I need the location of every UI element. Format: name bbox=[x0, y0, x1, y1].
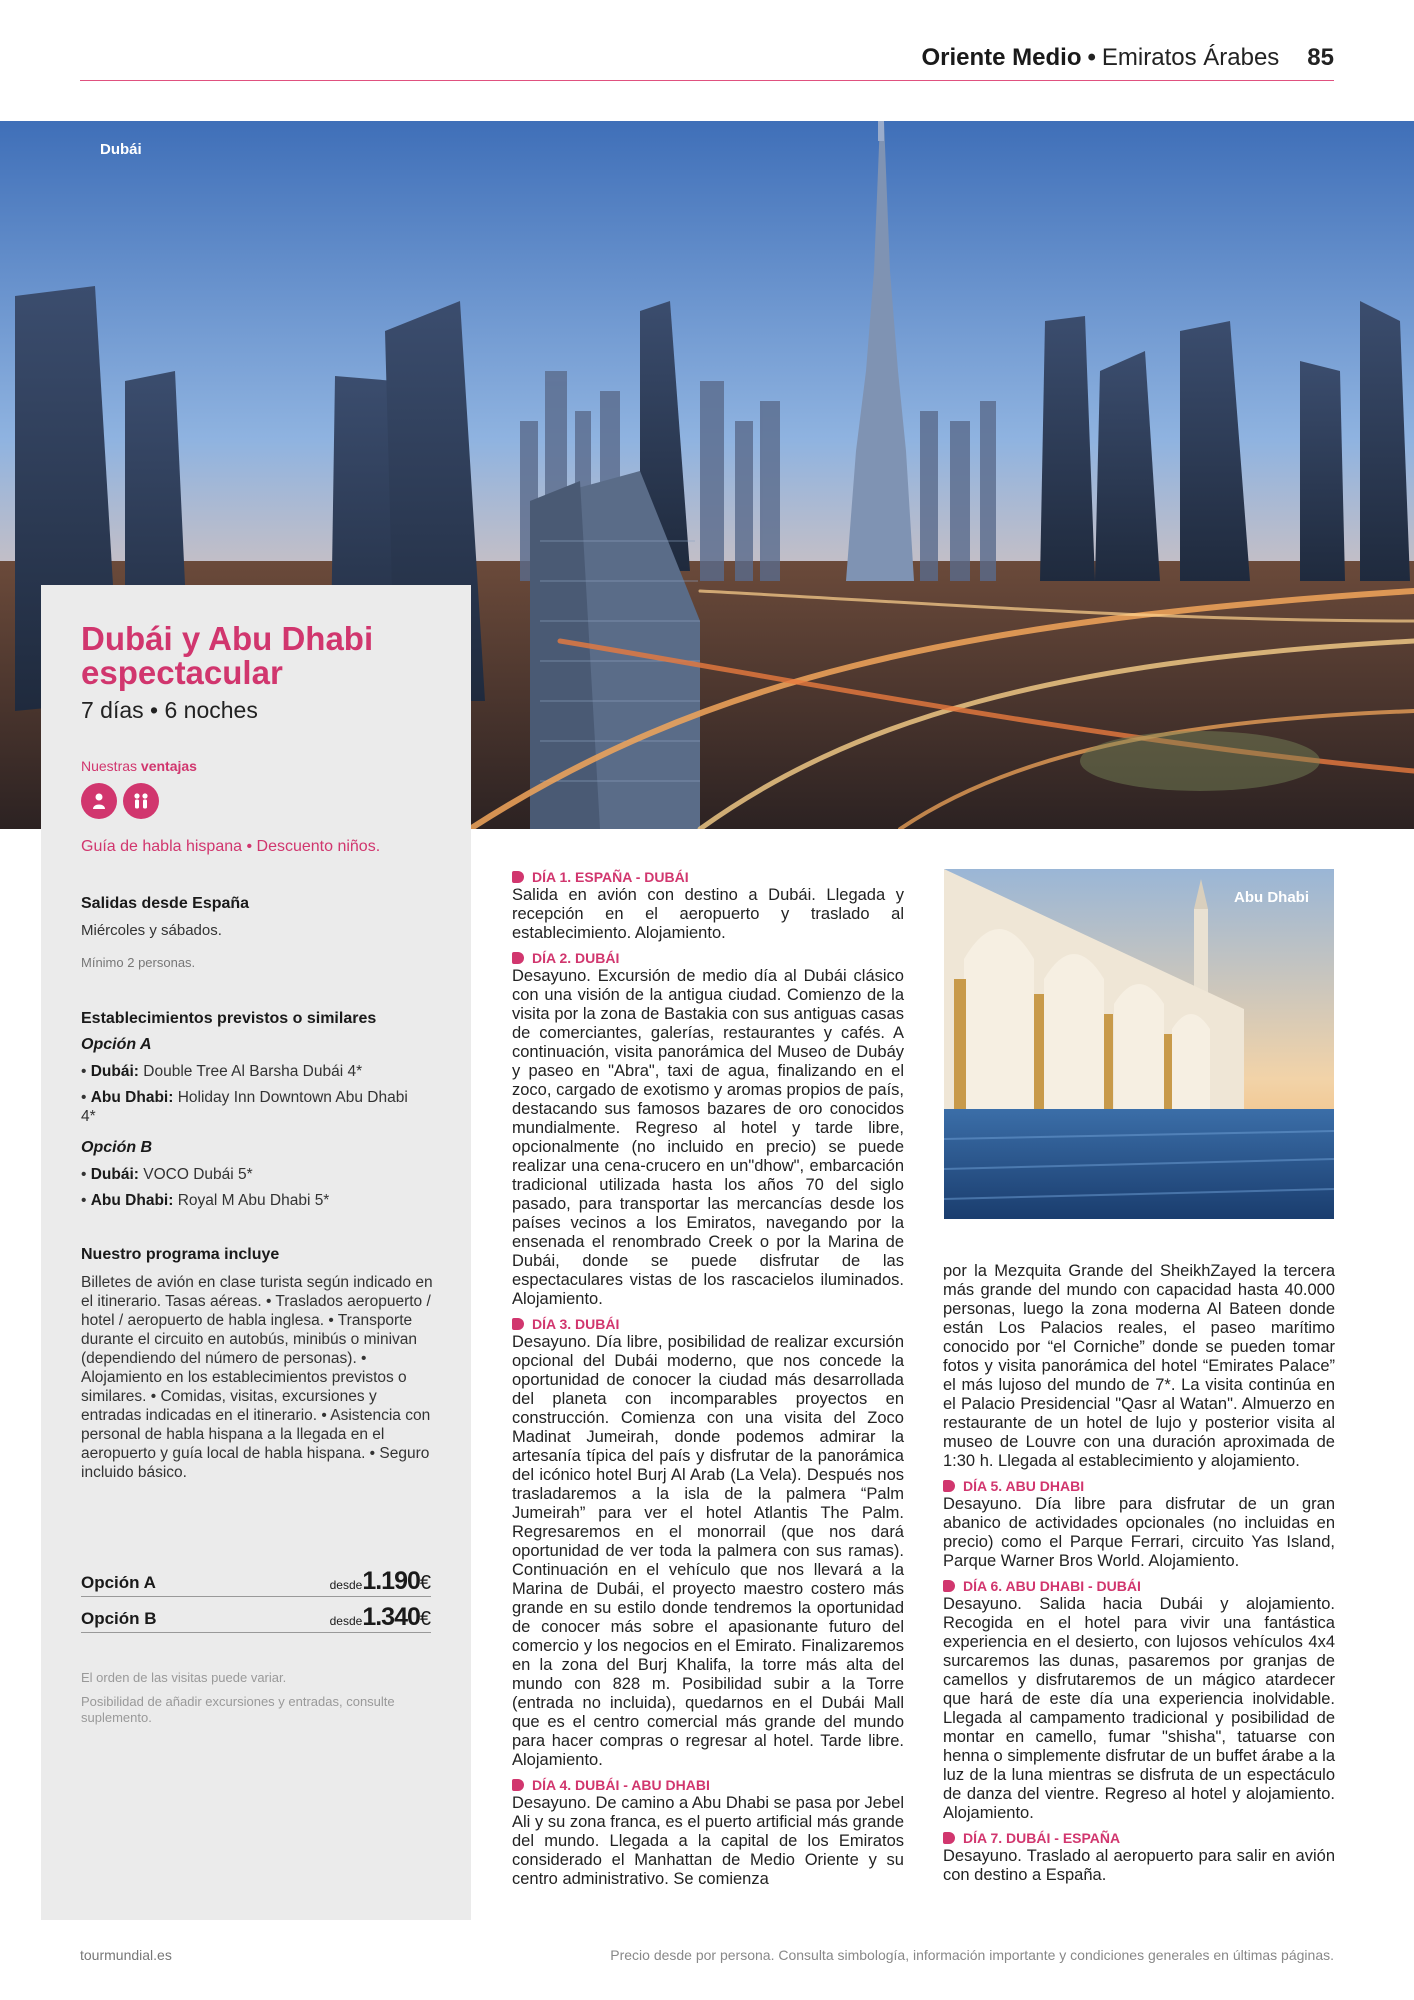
header-separator: • bbox=[1087, 44, 1096, 71]
price-from: desde bbox=[329, 1614, 363, 1628]
day-text: Desayuno. Día libre para disfrutar de un gran abanico de actividades opcionales (no incluidas en precio) como el Parque Ferrari, circuito Yas Island, Parque Warner Bros World. Alojamiento. bbox=[943, 1495, 1335, 1570]
note-visit-order: El orden de las visitas puede variar. bbox=[81, 1670, 287, 1685]
day-title: DÍA 4. DUBÁI - ABU DHABI bbox=[512, 1776, 904, 1794]
guide-icon bbox=[81, 783, 117, 819]
price-from: desde bbox=[329, 1578, 363, 1592]
price-option-label: Opción A bbox=[81, 1573, 156, 1592]
day-text: Desayuno. De camino a Abu Dhabi se pasa por Jebel Ali y su zona franca, es el puerto artificial más grande del mundo. Llegada a la capital de los Emiratos considerado el Manhattan de Medio Oriente y su centro administrativo. Se comienza bbox=[512, 1794, 904, 1888]
day-title: DÍA 1. ESPAÑA - DUBÁI bbox=[512, 868, 904, 886]
trip-duration: 7 días • 6 noches bbox=[81, 697, 258, 723]
arrow-icon bbox=[512, 1779, 524, 1791]
footer-disclaimer: Precio desde por persona. Consulta simbología, información importante y condiciones generales en últimas páginas. bbox=[610, 1947, 1334, 1963]
hotel-name: VOCO Dubái 5* bbox=[143, 1166, 253, 1183]
header-category: Oriente Medio bbox=[921, 44, 1082, 71]
price-currency: € bbox=[419, 1608, 431, 1630]
advantages-bold: ventajas bbox=[140, 758, 197, 774]
itinerary-column-2 bbox=[943, 1262, 1335, 1885]
arrow-icon bbox=[943, 1580, 955, 1592]
day-title: DÍA 6. ABU DHABI - DUBÁI bbox=[943, 1577, 1335, 1595]
hero-caption: Dubái bbox=[100, 141, 142, 158]
page-number: 85 bbox=[1307, 44, 1334, 71]
advantages-text: Guía de habla hispana • Descuento niños. bbox=[81, 838, 381, 855]
price-option-label: Opción B bbox=[81, 1609, 157, 1628]
day-text: Desayuno. Día libre, posibilidad de realizar excursión opcional del Dubái moderno, que nos concede la oportunidad de conocer la ciudad más desarrollada del planeta con incomparables proyectos en construcción. Comienza con una visita del Zoco Madinat Jumeirah, donde podemos admirar la artesanía típica del país y disfrutar de la panorámica del icónico hotel Burj Al Arab (La Vela). Después nos trasladaremos a la isla de la palmera “Palm Jumeirah” para ver el hotel Atlantis The Palm. Regresaremos en el monorrail (que nos dará oportunidad de ver toda la palmera con sus ramas). Continuación en el vehículo que nos llevará a la Marina de Dubái, el proyecto maestro costero más grande en su estilo donde tendremos la oportunidad de conocer más sobre el apasionante futuro del comercio y los negocios en el Emirato. Finalizaremos en la zona del Burj Khalifa, la torre más alta del mundo con 828 m. Posibilidad subir a la Torre (entrada no incluida), quedarnos en el Dubái Mall que es el centro comercial más grande del mundo para hacer compras o regresar al hotel. Tarde libre. Alojamiento. bbox=[512, 1333, 904, 1769]
hotel-city: Abu Dhabi: bbox=[90, 1192, 174, 1209]
hotel-name: Royal M Abu Dhabi 5* bbox=[177, 1192, 330, 1209]
children-icon bbox=[123, 783, 159, 819]
advantages-label bbox=[81, 758, 197, 774]
price-amount: 1.340 bbox=[362, 1603, 420, 1631]
includes-text: Billetes de avión en clase turista según indicado en el itinerario. Tasas aéreas. • Traslados aeropuerto / hotel / aeropuerto de habla inglesa. • Transporte durante el circuito en autobús, minibús o minivan (dependiendo del número de personas). • Alojamiento en los establecimientos previstos o similares. • Comidas, visitas, excursiones y entradas indicadas en el itinerario. • Asistencia con personal de habla hispana a la llegada en el aeropuerto y guía local de habla hispana. • Seguro incluido básico. bbox=[81, 1274, 433, 1481]
header-subcategory: Emiratos Árabes bbox=[1101, 44, 1280, 71]
price-row-option-b bbox=[81, 1598, 431, 1633]
arrow-icon bbox=[943, 1480, 955, 1492]
includes-heading: Nuestro programa incluye bbox=[81, 1246, 280, 1263]
itinerary-column-1 bbox=[512, 868, 904, 1889]
hotel-item: • Dubái: Double Tree Al Barsha Dubái 4* bbox=[81, 1063, 363, 1080]
arrow-icon bbox=[512, 1318, 524, 1330]
photo-abu-dhabi bbox=[944, 869, 1334, 1219]
price-row-option-a bbox=[81, 1562, 431, 1597]
day-title: DÍA 7. DUBÁI - ESPAÑA bbox=[943, 1829, 1335, 1847]
day-title: DÍA 2. DUBÁI bbox=[512, 949, 904, 967]
advantages-prefix: Nuestras bbox=[81, 758, 138, 774]
hotel-item: • Abu Dhabi: Holiday Inn Downtown Abu Dhabi 4* bbox=[81, 1089, 408, 1125]
footer-site: tourmundial.es bbox=[80, 1947, 172, 1963]
photo-caption: Abu Dhabi bbox=[1234, 889, 1309, 906]
trip-title: Dubái y Abu Dhabi espectacular bbox=[81, 620, 374, 691]
departures-days: Miércoles y sábados. bbox=[81, 922, 222, 939]
hotel-city: Abu Dhabi: bbox=[90, 1089, 174, 1106]
day-text: Desayuno. Traslado al aeropuerto para salir en avión con destino a España. bbox=[943, 1847, 1335, 1884]
arrow-icon bbox=[512, 871, 524, 883]
day-text: Salida en avión con destino a Dubái. Llegada y recepción en el aeropuerto y traslado al establecimiento. Alojamiento. bbox=[512, 886, 904, 942]
hotel-item: • Abu Dhabi: Royal M Abu Dhabi 5* bbox=[81, 1192, 330, 1209]
price-currency: € bbox=[419, 1572, 431, 1594]
hotel-city: Dubái: bbox=[90, 1063, 139, 1080]
advantage-icons bbox=[81, 783, 159, 819]
arrow-icon bbox=[512, 952, 524, 964]
hotels-heading: Establecimientos previstos o similares bbox=[81, 1010, 377, 1027]
note-extras: Posibilidad de añadir excursiones y entradas, consulte suplemento. bbox=[81, 1694, 395, 1725]
departures-minimum: Mínimo 2 personas. bbox=[81, 955, 196, 970]
hotel-name: Double Tree Al Barsha Dubái 4* bbox=[143, 1063, 363, 1080]
day-title: DÍA 3. DUBÁI bbox=[512, 1315, 904, 1333]
hotel-city: Dubái: bbox=[90, 1166, 139, 1183]
day-title: DÍA 5. ABU DHABI bbox=[943, 1477, 1335, 1495]
day-text: Desayuno. Salida hacia Dubái y alojamiento. Recogida en el hotel para vivir una fantástica experiencia en el desierto, con lujosos vehículos 4x4 surcaremos las dunas, pasaremos por granjas de camellos y disfrutaremos de un mágico atardecer que hará de este día una experiencia inolvidable. Llegada al campamento tradicional y posibilidad de montar en camello, fumar "shisha", tatuarse con henna o simplemente disfrutar de un buffet árabe a la luz de la luna mientras se disfruta de un espectáculo de danza del vientre. Regreso al hotel y alojamiento. Alojamiento. bbox=[943, 1595, 1335, 1822]
day-text: por la Mezquita Grande del SheikhZayed la tercera más grande del mundo con capacidad hasta 40.000 personas, luego la zona moderna Al Bateen donde están Los Palacios reales, el paseo marítimo conocido por “el Corniche” donde se pueden tomar fotos y visita panorámica del hotel “Emirates Palace” el más lujoso del mundo de 7*. La visita continúa en el Palacio Presidencial "Qasr al Watan". Almuerzo en restaurante de un hotel de lujo y posterior visita al museo de Louvre con una duración aproximada de 1:30 h. Llegada al establecimiento y alojamiento. bbox=[943, 1262, 1335, 1470]
price-value bbox=[330, 1603, 431, 1632]
day-text: Desayuno. Excursión de medio día al Dubái clásico con una visión de la antigua ciudad. Comienzo de la visita por la zona de Bastakia con sus antiguas casas de comerciantes, galerías, restaurantes y cafés. A continuación, visita panorámica del Museo de Dubáy y paseo en "Abra", taxi de agua, finalizando en el zoco, cargado de exotismo y aromas propios de país, destacando sus famosos bazares de oro conocidos mundialmente. Regreso al hotel y tarde libre, opcionalmente (no incluido en precio) se puede realizar una cena-crucero en un"dhow", embarcación tradicional utilizada hasta los años 70 del siglo pasado, para transportar las mercancías desde los países vecinos a los Emiratos, navegando por la ensenada el renombrado Creek o por la Marina de Dubái, donde se puede disfrutar de las espectaculares vistas de los rascacielos iluminados. Alojamiento. bbox=[512, 967, 904, 1308]
hotels-option-b-label: Opción B bbox=[81, 1139, 153, 1156]
departures-heading: Salidas desde España bbox=[81, 895, 250, 912]
hotel-item: • Dubái: VOCO Dubái 5* bbox=[81, 1166, 253, 1183]
hotel-name: Holiday Inn Downtown Abu Dhabi 4* bbox=[81, 1089, 408, 1125]
page-header bbox=[80, 44, 1334, 81]
arrow-icon bbox=[943, 1832, 955, 1844]
price-value bbox=[330, 1567, 431, 1596]
hotels-option-a-label: Opción A bbox=[81, 1036, 152, 1053]
price-amount: 1.190 bbox=[362, 1567, 420, 1595]
